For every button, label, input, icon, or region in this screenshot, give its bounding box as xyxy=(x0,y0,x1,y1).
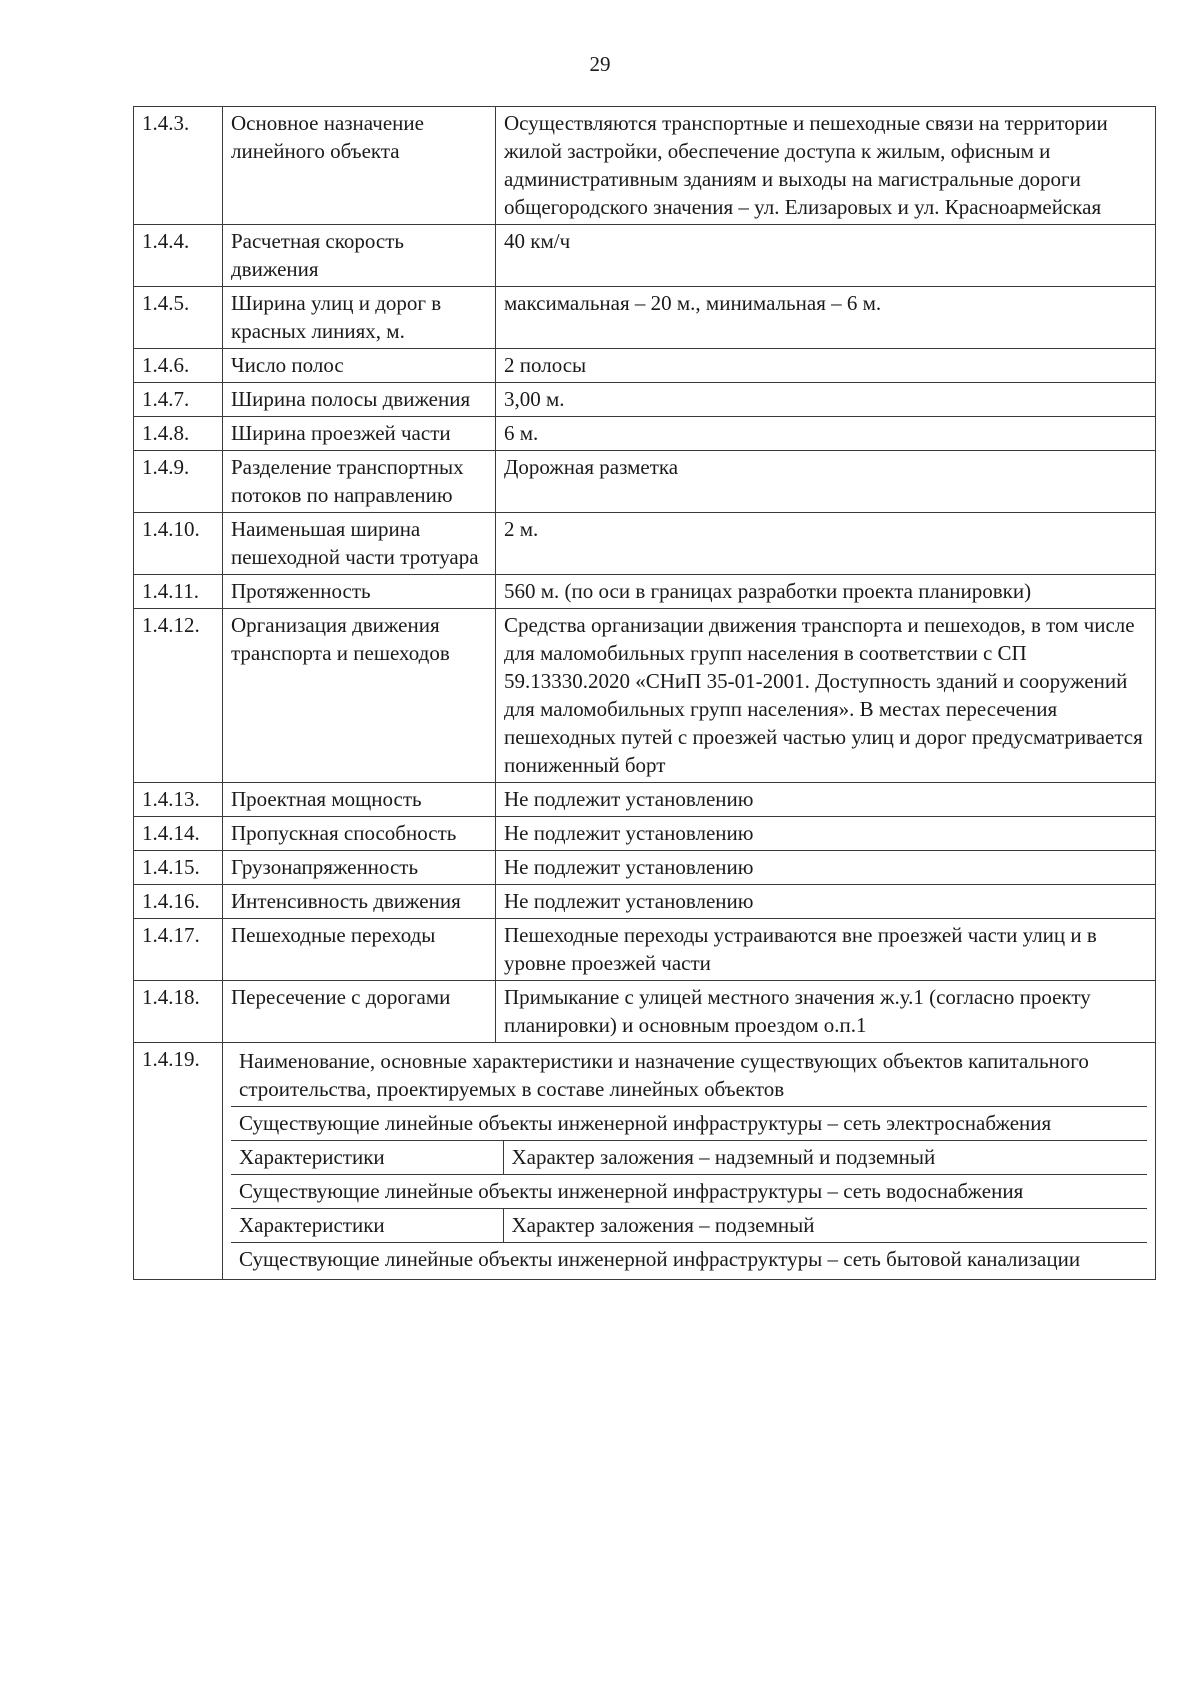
row-number: 1.4.9. xyxy=(134,451,223,513)
row-name: Протяженность xyxy=(223,575,496,609)
row-name: Пешеходные переходы xyxy=(223,919,496,981)
table-row xyxy=(134,817,1156,851)
row-value: 2 полосы xyxy=(496,349,1156,383)
row-value: 3,00 м. xyxy=(496,383,1156,417)
row-name: Ширина полосы движения xyxy=(223,383,496,417)
spec-table-body xyxy=(134,107,1156,1280)
table-row xyxy=(134,225,1156,287)
table-row xyxy=(134,383,1156,417)
row-name: Ширина улиц и дорог в красных линиях, м. xyxy=(223,287,496,349)
row-value: Средства организации движения транспорта и пешеходов, в том числе для маломобильных групп населения в соответствии с СП 59.13330.2020 «СНиП 35-01-2001. Доступность зданий и сооружений для маломобильных групп населения». В местах пересечения пешеходных путей с проезжей частью улиц и дорог предусматривается пониженный борт xyxy=(496,609,1156,783)
water-characteristics-row xyxy=(231,1209,1147,1243)
row-number: 1.4.3. xyxy=(134,107,223,225)
row-number: 1.4.8. xyxy=(134,417,223,451)
table-row xyxy=(134,783,1156,817)
section-19-header-row xyxy=(231,1045,1147,1107)
spec-table xyxy=(133,106,1156,1280)
row-value: Не подлежит установлению xyxy=(496,851,1156,885)
table-row xyxy=(134,919,1156,981)
row-value: 6 м. xyxy=(496,417,1156,451)
table-row xyxy=(134,575,1156,609)
table-row-section-19 xyxy=(134,1043,1156,1280)
table-row xyxy=(134,451,1156,513)
row-number: 1.4.6. xyxy=(134,349,223,383)
sewer-network-title: Существующие линейные объекты инженерной инфраструктуры – сеть бытовой канализации xyxy=(231,1243,1147,1277)
table-row xyxy=(134,287,1156,349)
table-row xyxy=(134,417,1156,451)
row-number: 1.4.16. xyxy=(134,885,223,919)
row-value: Не подлежит установлению xyxy=(496,783,1156,817)
row-number: 1.4.7. xyxy=(134,383,223,417)
sewer-network-row xyxy=(231,1243,1147,1277)
section-19-table xyxy=(231,1045,1147,1276)
row-name: Пересечение с дорогами xyxy=(223,981,496,1043)
power-characteristics-value: Характер заложения – надземный и подземный xyxy=(503,1141,1147,1175)
table-row xyxy=(134,851,1156,885)
row-value: 40 км/ч xyxy=(496,225,1156,287)
row-number: 1.4.10. xyxy=(134,513,223,575)
row-name: Организация движения транспорта и пешеходов xyxy=(223,609,496,783)
row-number: 1.4.13. xyxy=(134,783,223,817)
row-value: Дорожная разметка xyxy=(496,451,1156,513)
table-row xyxy=(134,349,1156,383)
power-network-title: Существующие линейные объекты инженерной инфраструктуры – сеть электроснабжения xyxy=(231,1107,1147,1141)
power-network-row xyxy=(231,1107,1147,1141)
table-row xyxy=(134,609,1156,783)
row-value: Не подлежит установлению xyxy=(496,885,1156,919)
table-row xyxy=(134,981,1156,1043)
power-characteristics-label: Характеристики xyxy=(231,1141,503,1175)
row-name: Наименьшая ширина пешеходной части тротуара xyxy=(223,513,496,575)
row-number: 1.4.12. xyxy=(134,609,223,783)
row-number: 1.4.14. xyxy=(134,817,223,851)
power-characteristics-row xyxy=(231,1141,1147,1175)
row-number: 1.4.11. xyxy=(134,575,223,609)
row-name: Пропускная способность xyxy=(223,817,496,851)
water-characteristics-label: Характеристики xyxy=(231,1209,503,1243)
row-name: Расчетная скорость движения xyxy=(223,225,496,287)
row-name: Интенсивность движения xyxy=(223,885,496,919)
row-value: Пешеходные переходы устраиваются вне проезжей части улиц и в уровне проезжей части xyxy=(496,919,1156,981)
page-number: 29 xyxy=(589,52,611,76)
row-number: 1.4.17. xyxy=(134,919,223,981)
row-value: Не подлежит установлению xyxy=(496,817,1156,851)
row-number: 1.4.5. xyxy=(134,287,223,349)
row-number: 1.4.18. xyxy=(134,981,223,1043)
water-network-title: Существующие линейные объекты инженерной инфраструктуры – сеть водоснабжения xyxy=(231,1175,1147,1209)
table-row xyxy=(134,885,1156,919)
row-name: Проектная мощность xyxy=(223,783,496,817)
row-name: Основное назначение линейного объекта xyxy=(223,107,496,225)
row-name: Ширина проезжей части xyxy=(223,417,496,451)
row-name: Число полос xyxy=(223,349,496,383)
row-name: Грузонапряженность xyxy=(223,851,496,885)
row-number: 1.4.15. xyxy=(134,851,223,885)
water-characteristics-value: Характер заложения – подземный xyxy=(503,1209,1147,1243)
row-name: Разделение транспортных потоков по направлению xyxy=(223,451,496,513)
water-network-row xyxy=(231,1175,1147,1209)
row-value: максимальная – 20 м., минимальная – 6 м. xyxy=(496,287,1156,349)
row-value: 2 м. xyxy=(496,513,1156,575)
section-19-header: Наименование, основные характеристики и назначение существующих объектов капитального строительства, проектируемых в составе линейных объектов xyxy=(231,1045,1147,1107)
section-19-cell xyxy=(223,1043,1156,1280)
table-row xyxy=(134,107,1156,225)
table-row xyxy=(134,513,1156,575)
row-number: 1.4.4. xyxy=(134,225,223,287)
section-19-body xyxy=(231,1045,1147,1276)
row-value: Примыкание с улицей местного значения ж.у.1 (согласно проекту планировки) и основным проездом о.п.1 xyxy=(496,981,1156,1043)
row-number: 1.4.19. xyxy=(134,1043,223,1280)
row-value: 560 м. (по оси в границах разработки проекта планировки) xyxy=(496,575,1156,609)
row-value: Осуществляются транспортные и пешеходные связи на территории жилой застройки, обеспечение доступа к жилым, офисным и административным зданиям и выходы на магистральные дороги общегородского значения – ул. Елизаровых и ул. Красноармейская xyxy=(496,107,1156,225)
